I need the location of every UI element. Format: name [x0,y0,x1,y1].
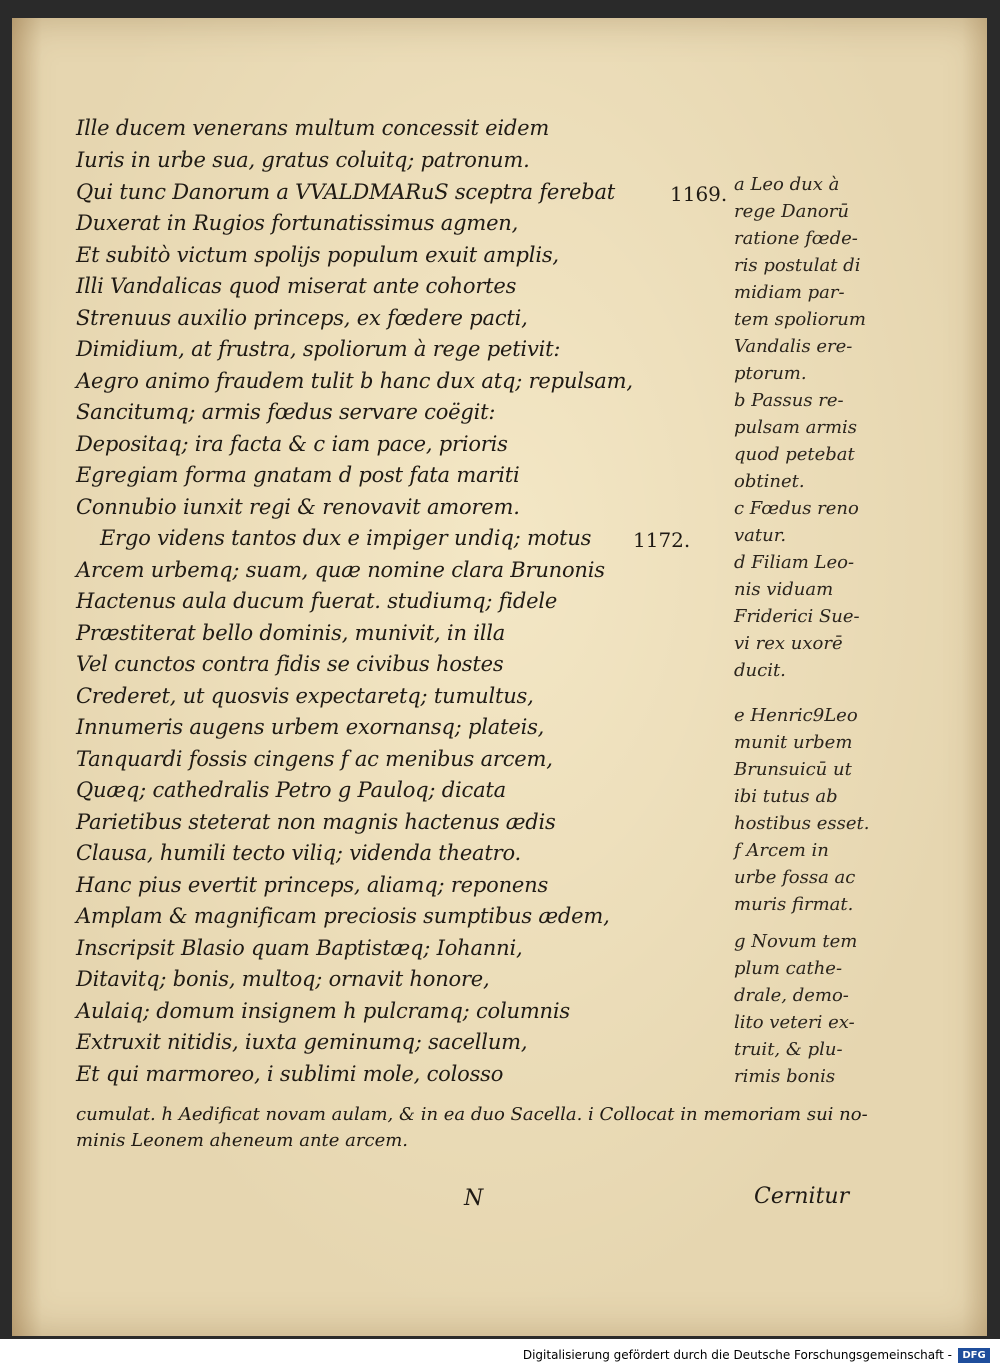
verse-line: Hanc pius evertit princeps, aliamq; reponens [76,873,549,897]
margin-note: vatur. [734,525,787,546]
verse-line: Et qui marmoreo, i sublimi mole, colosso [76,1062,504,1086]
year-marker: 1172. [633,528,691,552]
verse-line: Arcem urbemq; suam, quæ nomine clara Brunonis [76,558,605,582]
book-page [12,18,987,1336]
margin-note: pulsam armis [734,417,858,438]
margin-note: hostibus esset. [734,813,870,834]
dfg-logo: DFG [958,1348,990,1363]
footnote-line: cumulat. h Aedificat novam aulam, & in ea duo Sacella. i Collocat in memoriam sui no- [76,1104,868,1125]
margin-note: vi rex uxorē [734,633,843,654]
margin-note: midiam par- [734,282,845,303]
margin-note: Vandalis ere- [734,336,853,357]
margin-note: drale, demo- [734,985,849,1006]
catchword: Cernitur [754,1184,850,1209]
verse-line: Strenuus auxilio princeps, ex fœdere pacti, [76,306,528,330]
margin-note: tem spoliorum [734,309,866,330]
margin-note: a Leo dux à [734,174,840,195]
margin-note: munit urbem [734,732,853,753]
verse-line: Hactenus aula ducum fuerat. studiumq; fidele [76,589,558,613]
margin-note: rimis bonis [734,1066,836,1087]
margin-note: ibi tutus ab [734,786,838,807]
margin-note: ptorum. [734,363,807,384]
margin-note: ris postulat di [734,255,861,276]
margin-note: truit, & plu- [734,1039,843,1060]
verse-line: Sancitumq; armis fœdus servare coëgit: [76,400,496,424]
margin-note: b Passus re- [734,390,844,411]
verse-line: Amplam & magnificam preciosis sumptibus ædem, [76,904,610,928]
verse-line: Tanquardi fossis cingens f ac menibus arcem, [76,747,553,771]
verse-line: Ergo videns tantos dux e impiger undiq; motus [100,526,592,550]
year-marker: 1169. [670,182,728,206]
credit-bar [0,1339,1000,1369]
verse-line: Duxerat in Rugios fortunatissimus agmen, [76,211,519,235]
digitization-credit: Digitalisierung gefördert durch die Deutsche Forschungsgemeinschaft - [522,1348,952,1362]
margin-note: d Filiam Leo- [734,552,855,573]
margin-note: urbe fossa ac [734,867,856,888]
verse-line: Connubio iunxit regi & renovavit amorem. [76,495,520,519]
verse-line: Dimidium, at frustra, spoliorum à rege petivit: [76,337,561,361]
verse-line: Crederet, ut quosvis expectaretq; tumultus, [76,684,534,708]
margin-note: ratione fœde- [734,228,858,249]
verse-line: Aulaiq; domum insignem h pulcramq; columnis [76,999,570,1023]
footnote-line: minis Leonem aheneum ante arcem. [76,1130,409,1151]
margin-note: Brunsuicū ut [734,759,852,780]
margin-note: rege Danorū [734,201,849,222]
verse-line: Ditavitq; bonis, multoq; ornavit honore, [76,967,490,991]
margin-note: c Fœdus reno [734,498,859,519]
verse-line: Et subitò victum spolijs populum exuit amplis, [76,243,559,267]
verse-line: Iuris in urbe sua, gratus coluitq; patronum. [76,148,530,172]
verse-line: Inscripsit Blasio quam Baptistæq; Iohanni, [76,936,523,960]
margin-note: quod petebat [734,444,855,465]
verse-line: Innumeris augens urbem exornansq; plateis, [76,715,545,739]
verse-line: Ille ducem venerans multum concessit eidem [76,116,550,140]
signature-mark: N [464,1186,484,1211]
verse-line: Vel cunctos contra fidis se civibus hostes [76,652,504,676]
verse-line: Depositaq; ira facta & c iam pace, prioris [76,432,508,456]
verse-line: Parietibus steterat non magnis hactenus ædis [76,810,556,834]
margin-note: nis viduam [734,579,834,600]
verse-line: Egregiam forma gnatam d post fata mariti [76,463,520,487]
margin-note: lito veteri ex- [734,1012,855,1033]
verse-line: Extruxit nitidis, iuxta geminumq; sacellum, [76,1030,528,1054]
margin-note: f Arcem in [734,840,829,861]
verse-line: Illi Vandalicas quod miserat ante cohortes [76,274,517,298]
verse-line: Clausa, humili tecto viliq; videnda theatro. [76,841,522,865]
margin-note: e Henric9Leo [734,705,858,726]
margin-note: plum cathe- [734,958,843,979]
verse-line: Aegro animo fraudem tulit b hanc dux atq; repulsam, [76,369,633,393]
margin-note: obtinet. [734,471,805,492]
margin-note: Friderici Sue- [734,606,860,627]
margin-note: muris firmat. [734,894,854,915]
verse-line: Quæq; cathedralis Petro g Pauloq; dicata [76,778,506,802]
verse-line: Qui tunc Danorum a VVALDMARuS sceptra ferebat [76,180,615,204]
margin-note: g Novum tem [734,931,858,952]
verse-line: Præstiterat bello dominis, munivit, in illa [76,621,506,645]
margin-note: ducit. [734,660,786,681]
